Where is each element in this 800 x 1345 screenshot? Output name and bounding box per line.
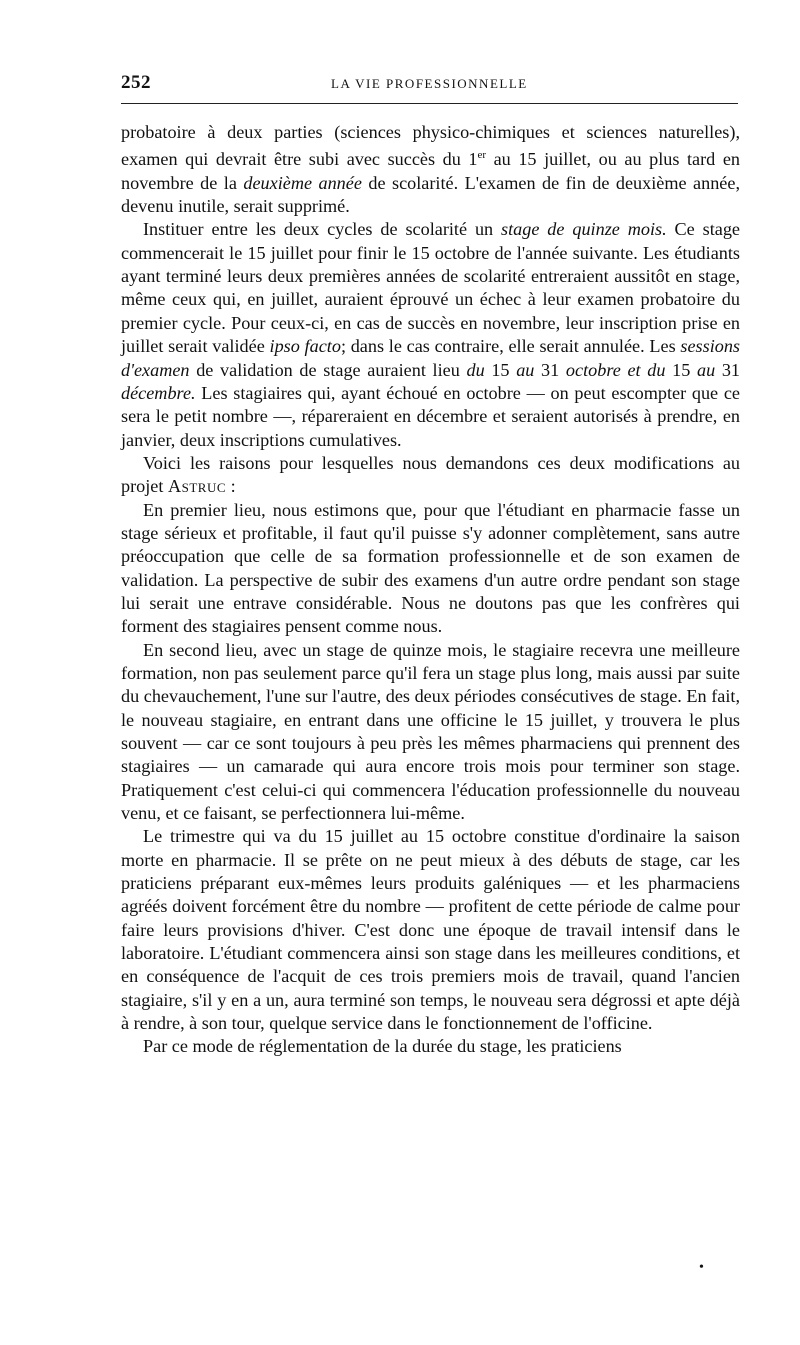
- page-header: [121, 72, 738, 96]
- paragraph-4: En premier lieu, nous estimons que, pour que l'étudiant en pharmacie fasse un stage sérieux et profitable, il faut qu'il puisse s'y adonner complètement, sans autre préoccupation que celle de sa formation professionnelle et de son examen de validation. La perspective de subir des examens d'un autre ordre pendant son stage lui serait une entrave considérable. Nous ne doutons pas que les confrères qui forment des stagiaires pensent comme nous.: [121, 499, 740, 637]
- header-rule: [121, 103, 738, 104]
- ink-speck: •: [699, 1260, 704, 1275]
- paragraph-7: Par ce mode de réglementation de la durée du stage, les praticiens: [143, 1036, 622, 1057]
- paragraph-3: Voici les raisons pour lesquelles nous demandons ces deux modifications au projet Astruc :: [121, 452, 740, 497]
- running-head: LA VIE PROFESSIONNELLE: [331, 76, 528, 91]
- paragraph-5: En second lieu, avec un stage de quinze mois, le stagiaire recevra une meilleure formation, non pas seulement parce qu'il fera un stage plus long, mais aussi par suite du chevauchement, l'une sur l'autre, des deux périodes consécutives de stage. En fait, le nouveau stagiaire, en entrant dans une officine le 15 juillet, y trouvera le plus souvent — car ce sont toujours à peu près les mêmes pharmaciens qui prennent des stagiaires — un camarade qui aura encore trois mois pour terminer son stage. Pratiquement c'est celui-ci qui commencera l'éducation professionnelle du nouveau venu, et ce faisant, se perfectionnera lui-même.: [121, 639, 740, 824]
- author-name: Astruc: [167, 476, 227, 497]
- paragraph-1: probatoire à deux parties (sciences physico-chimiques et sciences naturelles), examen qui devrait être subi avec succès du 1er au 15 juillet, ou au plus tard en novembre de la deuxième année de scolarité. L'examen de fin de deuxième année, devenu inutile, serait supprimé.: [121, 122, 741, 217]
- paragraph-6: Le trimestre qui va du 15 juillet au 15 octobre constitue d'ordinaire la saison morte en pharmacie. Il se prête on ne peut mieux à des débuts de stage, car les praticiens préparant eux-mêmes leurs produits galéniques — et les pharmaciens agréés doivent forcément être du nombre — profitent de cette période de calme pour faire leurs provisions d'hiver. C'est donc une époque de travail intensif dans le laboratoire. L'étudiant commencera ainsi son stage dans les meilleures conditions, et en conséquence de l'acquit de ces trois premiers mois de travail, quand l'ancien stagiaire, s'il y en a un, aura terminé son temps, le nouveau sera dégrossi et apte déjà à rendre, à son tour, quelque service dans le fonctionnement de l'officine.: [121, 826, 740, 1034]
- body-text: [121, 121, 740, 1059]
- page-number: 252: [121, 72, 151, 93]
- paragraph-2: Instituer entre les deux cycles de scolarité un stage de quinze mois. Ce stage commencerait le 15 juillet pour finir le 15 octobre de l'année suivante. Les étudiants ayant terminé leurs deux premières années de scolarité entreraient aussitôt en stage, même ceux qui, en juillet, auraient éprouvé un échec à leur examen probatoire du premier cycle. Pour ceux-ci, en cas de succès en novembre, leur inscription prise en juillet serait validée ipso facto; dans le cas contraire, elle serait annulée. Les sessions d'examen de validation de stage auraient lieu du 15 au 31 octobre et du 15 au 31 décembre. Les stagiaires qui, ayant échoué en octobre — on peut escompter que ce sera le petit nombre —, répareraient en décembre et seraient autorisés à prendre, en janvier, deux inscriptions cumulatives.: [121, 219, 741, 450]
